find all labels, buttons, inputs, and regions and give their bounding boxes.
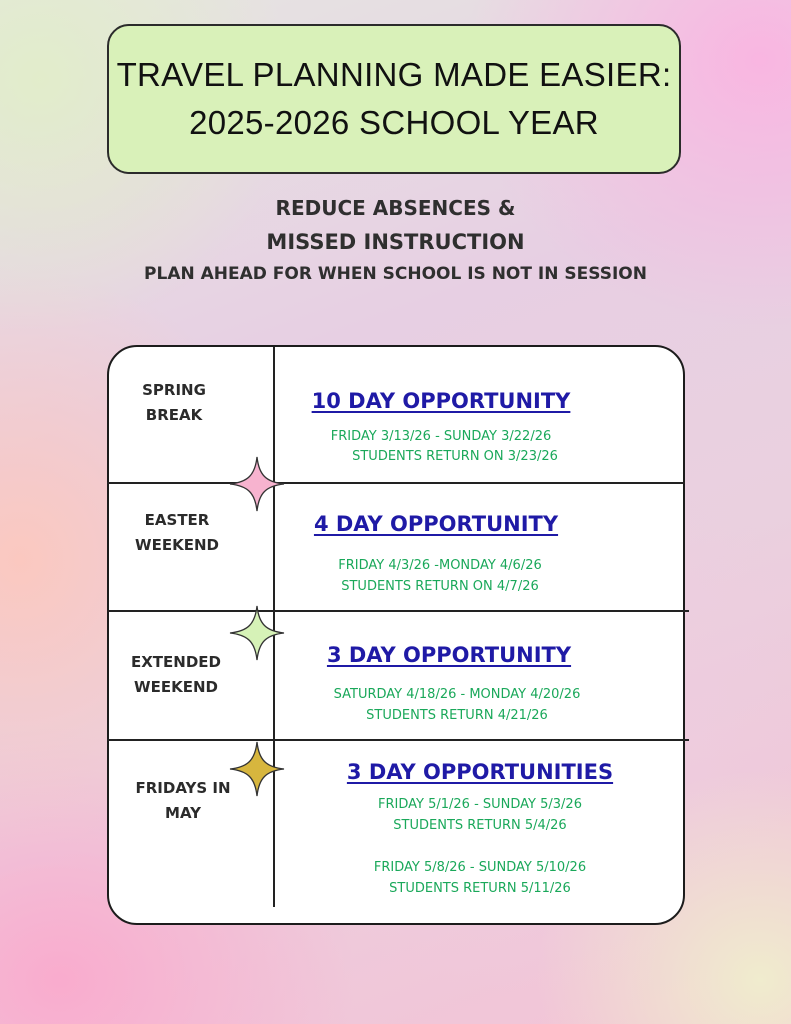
return-date: STUDENTS RETURN ON 4/7/26 [341,579,539,594]
row-label-line: WEEKEND [135,536,219,554]
sparkle-star-icon [228,604,286,662]
title-line-1: TRAVEL PLANNING MADE EASIER: [116,56,672,93]
sparkle-star-icon [228,740,286,798]
row-label-line: EASTER [144,511,210,529]
table-row-divider [107,739,689,741]
return-date: STUDENTS RETURN ON 3/23/26 [352,449,558,464]
row-label-line: EXTENDED [131,653,221,671]
row-label-easter-weekend [110,508,244,558]
return-date: STUDENTS RETURN 5/4/26 [393,818,567,833]
date-range: FRIDAY 4/3/26 -MONDAY 4/6/26 [338,558,542,573]
row-label-line: WEEKEND [134,678,218,696]
date-range: FRIDAY 3/13/26 - SUNDAY 3/22/26 [330,429,552,444]
row-label-extended-weekend [112,650,240,700]
table-row-divider [107,482,685,484]
title-banner [107,24,681,174]
date-range: FRIDAY 5/8/26 - SUNDAY 5/10/26 [373,860,587,875]
table-row-divider [107,610,689,612]
title-line-2: 2025-2026 SCHOOL YEAR [189,104,599,141]
opportunity-heading: 3 DAY OPPORTUNITIES [346,760,614,784]
subtitle-line-1: REDUCE ABSENCES & [275,196,516,220]
sparkle-star-icon [228,455,286,513]
row-label-line: SPRING [142,381,206,399]
row-label-line: MAY [165,804,201,822]
subtitle-line-2: MISSED INSTRUCTION [266,230,525,254]
return-date: STUDENTS RETURN 4/21/26 [366,708,548,723]
opportunity-heading: 4 DAY OPPORTUNITY [313,512,559,536]
row-label-line: BREAK [145,406,203,424]
opportunity-heading: 10 DAY OPPORTUNITY [311,389,571,413]
date-range: FRIDAY 5/1/26 - SUNDAY 5/3/26 [378,797,582,812]
row-label-spring-break [110,378,238,428]
row-label-line: FRIDAYS IN [135,779,231,797]
return-date: STUDENTS RETURN 5/11/26 [389,881,571,896]
subtitle-line-3: PLAN AHEAD FOR WHEN SCHOOL IS NOT IN SESSION [144,264,647,284]
date-range: SATURDAY 4/18/26 - MONDAY 4/20/26 [333,687,581,702]
opportunity-heading: 3 DAY OPPORTUNITY [326,643,572,667]
